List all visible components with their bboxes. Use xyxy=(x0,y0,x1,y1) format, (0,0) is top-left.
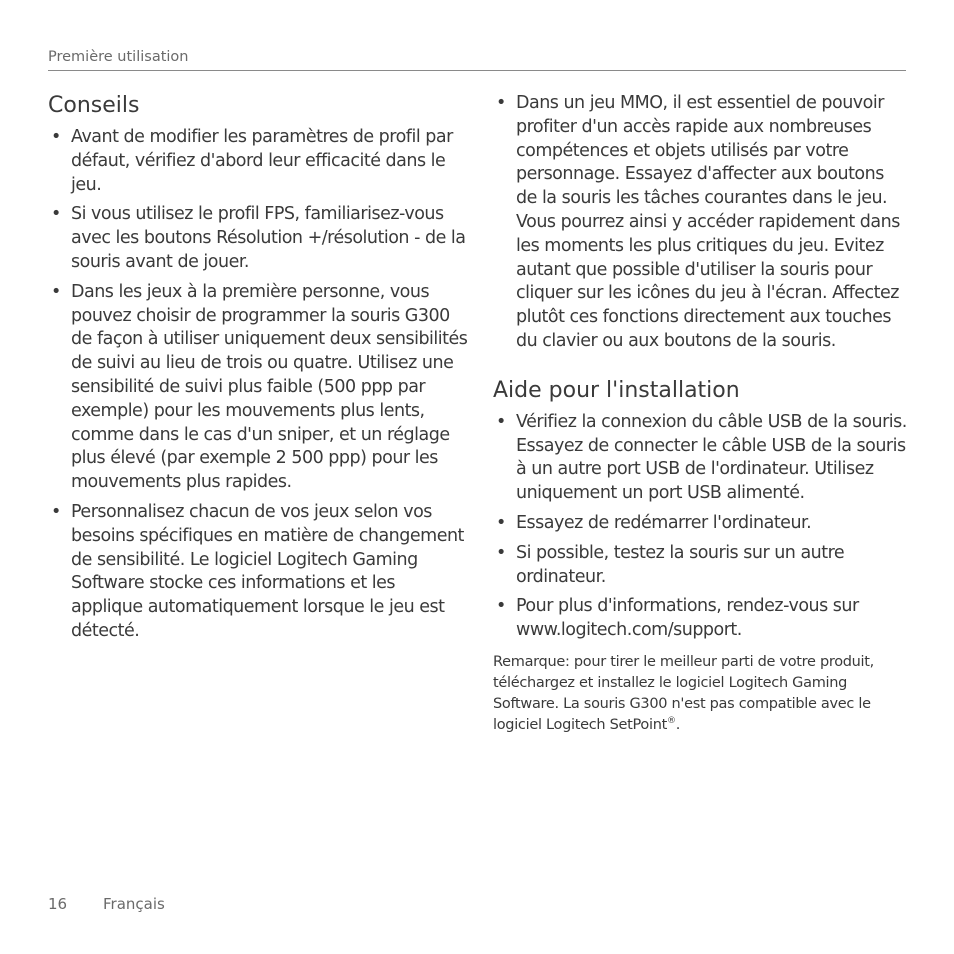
bullet-icon: • xyxy=(496,411,506,432)
list-item-text: Pour plus d'informations, rendez-vous sur www.logitech.com/support. xyxy=(516,596,859,641)
tips-list xyxy=(48,126,468,644)
compatibility-note xyxy=(493,652,909,736)
tips-list-continued xyxy=(493,92,909,354)
header-divider xyxy=(48,70,906,71)
list-item-text: Essayez de redémarrer l'ordinateur. xyxy=(516,512,812,533)
install-help-heading: Aide pour l'installation xyxy=(493,377,740,403)
list-item-text: Personnalisez chacun de vos jeux selon vos besoins spécifiques en matière de changement de sensibilité. Le logiciel Logitech Gaming Software stocke ces informations et les applique automatiquement lorsque le jeu est détecté. xyxy=(71,501,464,641)
list-item xyxy=(493,595,909,643)
note-text: Remarque: pour tirer le meilleur parti de votre produit, téléchargez et installez le logiciel Logitech Gaming Software. La souris G300 n'est pas compatible avec le logiciel Logitech SetPoint xyxy=(493,653,874,733)
bullet-icon: • xyxy=(496,512,506,533)
list-item xyxy=(493,512,909,536)
section-header: Première utilisation xyxy=(48,49,189,65)
registered-mark: ® xyxy=(667,716,676,727)
bullet-icon: • xyxy=(51,281,61,302)
list-item-text: Dans les jeux à la première personne, vous pouvez choisir de programmer la souris G300 de façon à utiliser uniquement deux sensibilités de suivi au lieu de trois ou quatre. Utilisez une sensibilité de suivi plus faible (500 ppp par exemple) pour les mouvements plus lents, comme dans le cas d'un sniper, et un réglage plus élevé (par exemple 2 500 ppp) pour les mouvements plus rapides. xyxy=(71,281,468,493)
left-column xyxy=(48,92,468,650)
right-column xyxy=(493,92,909,750)
list-item xyxy=(48,203,468,274)
list-item-text: Si vous utilisez le profil FPS, familiarisez-vous avec les boutons Résolution +/résolution - de la souris avant de jouer. xyxy=(71,204,466,272)
list-item xyxy=(493,411,909,506)
footer-language: Français xyxy=(103,895,165,913)
bullet-icon: • xyxy=(496,93,506,113)
bullet-icon: • xyxy=(496,596,506,617)
list-item-text: Dans un jeu MMO, il est essentiel de pouvoir profiter d'un accès rapide aux nombreuses compétences et objets utilisés par votre personnage. Essayez d'affecter aux boutons de la souris les tâches courantes dans le jeu. Vous pourrez ainsi y accéder rapidement dans les moments les plus critiques du jeu. Evitez autant que possible d'utiliser la souris pour cliquer sur les icônes du jeu à l'écran. Affectez plutôt ces fonctions directement aux touches du clavier ou aux boutons de la souris. xyxy=(516,93,900,351)
tips-heading: Conseils xyxy=(48,93,140,118)
list-item xyxy=(48,281,468,495)
bullet-icon: • xyxy=(51,204,61,225)
list-item xyxy=(48,501,468,644)
bullet-icon: • xyxy=(51,127,61,147)
note-end: . xyxy=(675,716,681,733)
list-item-text: Vérifiez la connexion du câble USB de la souris. Essayez de connecter le câble USB de la souris à un autre port USB de l'ordinateur. Utilisez uniquement un port USB alimenté. xyxy=(516,411,907,504)
bullet-icon: • xyxy=(51,501,61,522)
list-item xyxy=(493,92,909,354)
page-number: 16 xyxy=(48,895,68,913)
list-item-text: Si possible, testez la souris sur un autre ordinateur. xyxy=(516,542,845,587)
install-help-list xyxy=(493,411,909,643)
list-item xyxy=(493,542,909,590)
list-item xyxy=(48,126,468,197)
list-item-text: Avant de modifier les paramètres de profil par défaut, vérifiez d'abord leur efficacité dans le jeu. xyxy=(71,127,453,195)
bullet-icon: • xyxy=(496,542,506,563)
